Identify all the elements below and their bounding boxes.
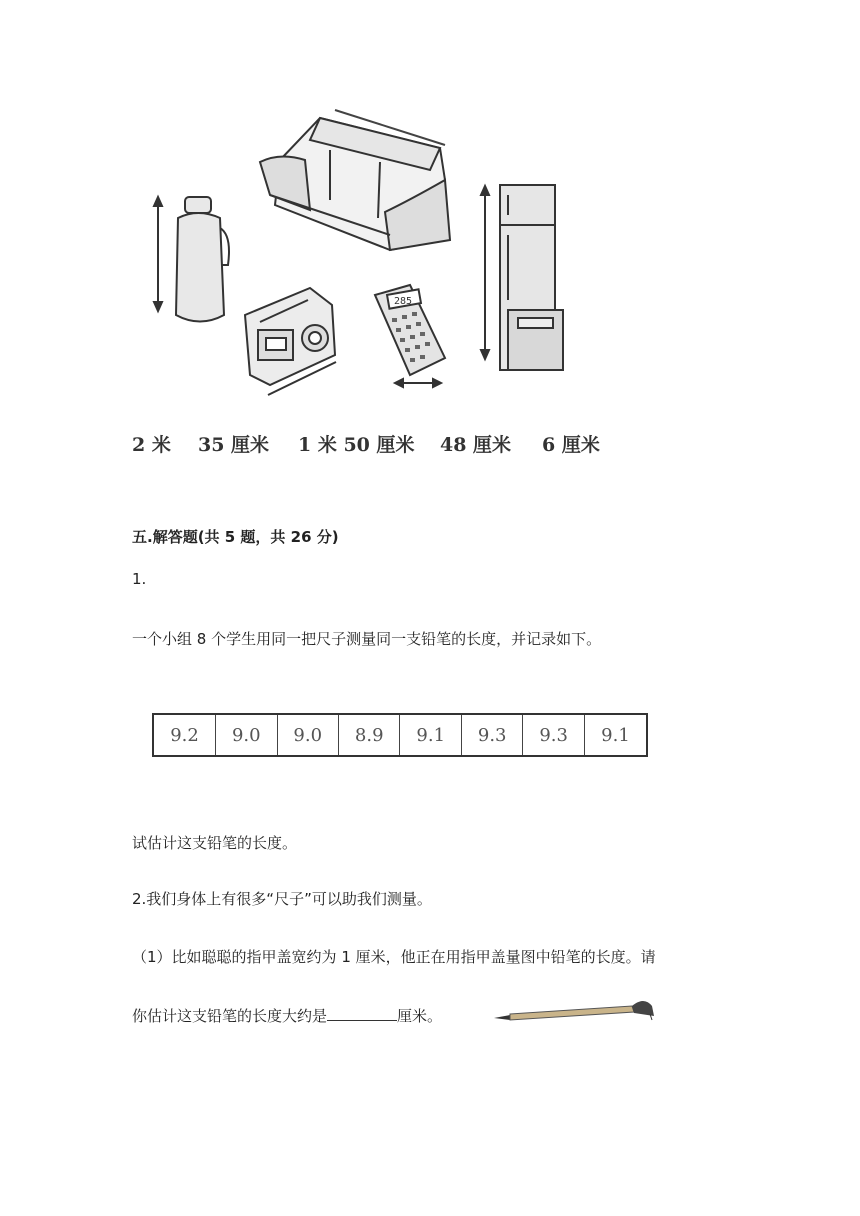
q2-part1-line2-after: 厘米。 <box>397 1007 443 1025</box>
table-cell: 9.3 <box>461 714 522 756</box>
refrigerator-image <box>481 185 563 370</box>
option-5: 6 厘米 <box>542 434 600 456</box>
sofa-image <box>260 110 450 250</box>
radio-image <box>245 288 336 395</box>
calculator-display: 285 <box>394 296 413 307</box>
measurement-table <box>152 713 648 757</box>
table-cell: 9.1 <box>400 714 461 756</box>
table-cell: 9.0 <box>216 714 277 756</box>
pencil-image <box>492 998 662 1028</box>
option-2: 35 厘米 <box>198 434 270 456</box>
table-cell: 9.2 <box>153 714 216 756</box>
option-1: 2 米 <box>132 434 171 456</box>
calculator-image <box>375 285 445 387</box>
table-cell: 9.3 <box>523 714 584 756</box>
options-row <box>132 430 652 460</box>
thermos-image <box>154 197 229 322</box>
section-title: 五.解答题(共 5 题，共 26 分) <box>132 528 339 546</box>
q1-number: 1. <box>132 570 147 588</box>
table-row <box>153 714 647 756</box>
objects-illustration <box>140 100 580 400</box>
table-cell: 9.1 <box>584 714 647 756</box>
q1-text: 一个小组 8 个学生用同一把尺子测量同一支铅笔的长度，并记录如下。 <box>132 630 602 648</box>
option-4: 48 厘米 <box>440 434 512 456</box>
q1-question: 试估计这支铅笔的长度。 <box>132 834 298 852</box>
q2-part1-line2 <box>132 1005 442 1026</box>
q2-text: 2.我们身体上有很多“尺子”可以助我们测量。 <box>132 890 432 908</box>
answer-blank[interactable] <box>327 1006 397 1021</box>
q2-part1-line1: （1）比如聪聪的指甲盖宽约为 1 厘米，他正在用指甲盖量图中铅笔的长度。请 <box>132 948 656 966</box>
option-3: 1 米 50 厘米 <box>298 434 415 456</box>
table-cell: 8.9 <box>338 714 399 756</box>
q2-part1-line2-before: 你估计这支铅笔的长度大约是 <box>132 1007 328 1025</box>
table-cell: 9.0 <box>277 714 338 756</box>
